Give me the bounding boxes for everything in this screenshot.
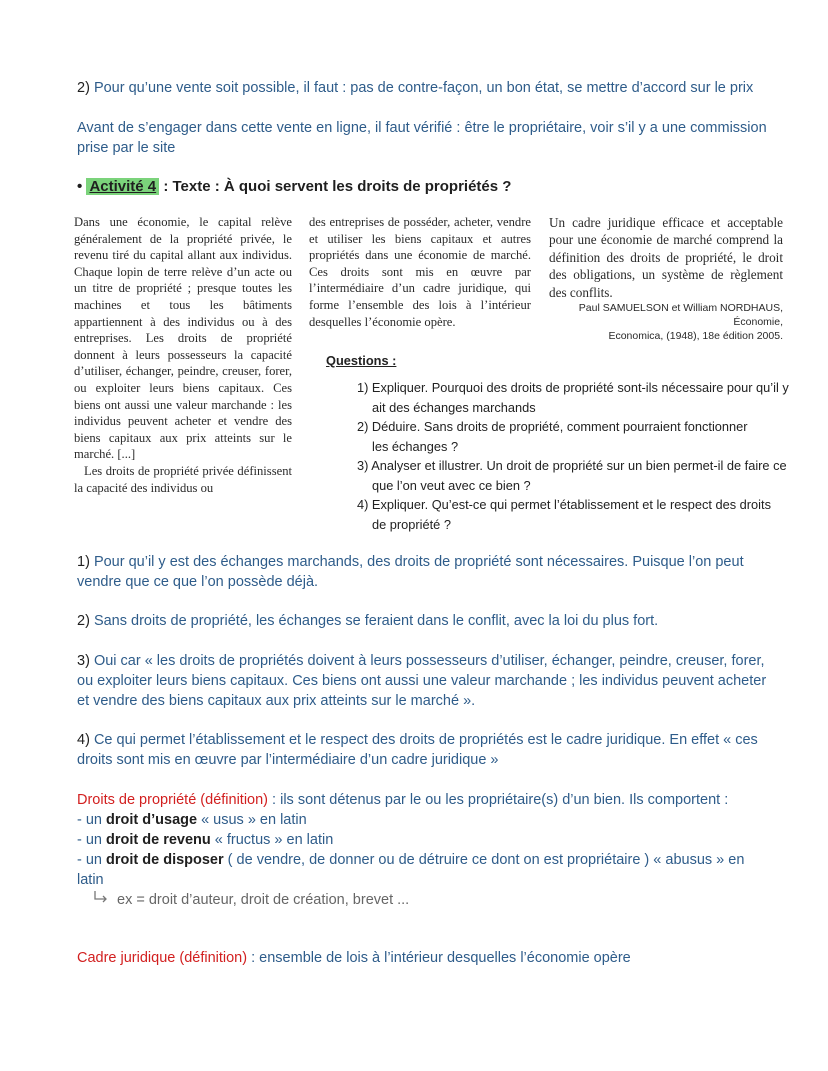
scan-col3-text: Un cadre juridique efficace et acceptable pour une économie de marché comprend la définition des droits de propriété, le droit des obligations, un système de règlement des conflits.	[549, 215, 783, 300]
intro-paragraph	[77, 78, 767, 98]
source-credit-1: Paul SAMUELSON et William NORDHAUS, Économie,	[578, 302, 783, 329]
question-1-line-1: 1) Expliquer. Pourquoi des droits de propriété sont-ils nécessaire pour qu’il y	[357, 380, 789, 395]
question-2	[357, 417, 807, 456]
answer-3-text: Oui car « les droits de propriétés doivent à leurs possesseurs d’utiliser, échanger, peindre, creuser, forer, ou exploiter leurs biens capitaux. Ces biens ont aussi une valeur marchande ; les individus peuvent acheter et vendre des biens capitaux aux prix atteints sur le marché ».	[77, 653, 767, 709]
question-1	[357, 378, 807, 417]
answer-3-number: 3)	[77, 653, 90, 669]
answer-4-number: 4)	[77, 732, 90, 748]
answer-3	[77, 651, 767, 711]
question-2-line-1: 2) Déduire. Sans droits de propriété, comment pourraient fonctionner	[357, 419, 748, 434]
answer-2	[77, 611, 767, 631]
question-1-line-2: ait des échanges marchands	[372, 399, 536, 415]
question-3-line-1: 3) Analyser et illustrer. Un droit de propriété sur un bien permet-il de faire ce	[357, 458, 787, 473]
scan-col1-text: Dans une économie, le capital relève généralement de la propriété privée, le revenu tiré du capital allant aux individus. Chaque lopin de terre relève d’un acte ou un titre de propriété ; presque toutes les machines et tous les bâtiments appartiennent à des individus ou à des entreprises. Les droits de propriété donnent à leurs possesseurs la capacité d’utiliser, échanger, peindre, creuser, forer, ou exploiter leurs biens capitaux. Ces biens ont aussi une valeur marchande : les individus peuvent acheter et vendre des biens capitaux aux prix atteints sur le marché. [...]	[74, 215, 292, 462]
question-3	[357, 456, 807, 495]
questions-title: Questions :	[326, 353, 397, 368]
intro-line-1: Pour qu’une vente soit possible, il faut : pas de contre-façon, un bon état, se mettre d’accord sur le prix	[93, 80, 754, 96]
definition-1-example	[77, 890, 767, 910]
intro-number: 2)	[77, 80, 90, 96]
intro-line-2: Avant de s’engager dans cette vente en ligne, il faut vérifié : être le propriétaire, voir s’il y a une commission prise par le site	[77, 120, 767, 156]
definition-2-text: : ensemble de lois à l’intérieur desquelles l’économie opère	[251, 950, 631, 966]
definition-1-item: - un droit de disposer ( de vendre, de donner ou de détruire ce dont on est propriétaire ) « abusus » en latin	[77, 852, 745, 888]
question-4-line-1: 4) Expliquer. Qu’est-ce qui permet l’établissement et le respect des droits	[357, 497, 771, 512]
activity-title	[77, 178, 511, 195]
answer-2-text: Sans droits de propriété, les échanges se feraient dans le conflit, avec la loi du plus fort.	[93, 613, 659, 629]
scan-column-3	[549, 214, 783, 343]
bullet: •	[77, 178, 83, 195]
answer-4-text: Ce qui permet l’établissement et le respect des droits de propriétés est le cadre juridique. En effet « ces droits sont mis en œuvre par l’intermédiaire d’un cadre juridique »	[77, 732, 758, 768]
question-2-line-2: les échanges ?	[372, 438, 459, 454]
answer-2-number: 2)	[77, 613, 90, 629]
scan-col1-text-b: Les droits de propriété privée définissent la capacité des individus ou	[74, 463, 292, 495]
scan-column-2: des entreprises de posséder, acheter, vendre et utiliser les biens capitaux et autres propriétés dans une économie de marché. Ces droits sont mis en œuvre par l’intermédiaire d’un cadre juridique, qui forme l’ensemble des lois à l’intérieur desquelles l’économie opère.	[309, 215, 531, 329]
example-text: ex = droit d’auteur, droit de création, brevet ...	[117, 892, 410, 908]
definition-1-term: Droits de propriété (définition)	[77, 792, 269, 808]
question-4-line-2: de propriété ?	[372, 516, 451, 532]
source-credit-2: Economica, (1948), 18e édition 2005.	[608, 330, 783, 343]
answer-1-number: 1)	[77, 554, 90, 570]
definition-property-rights	[77, 790, 767, 910]
definition-1-item: - un droit d’usage « usus » en latin	[77, 812, 307, 828]
definition-1-item: - un droit de revenu « fructus » en latin	[77, 832, 334, 848]
answer-1-text: Pour qu’il y est des échanges marchands, des droits de propriété sont nécessaires. Puisque l’on peut vendre que ce que l’on possède déjà.	[77, 554, 744, 590]
activity-heading: : Texte : À quoi servent les droits de propriétés ?	[163, 178, 512, 195]
question-4	[357, 495, 807, 534]
answer-1	[77, 552, 767, 592]
activity-label: Activité 4	[86, 178, 159, 195]
question-3-line-2: que l’on veut avec ce bien ?	[372, 477, 531, 493]
return-arrow-icon	[93, 890, 113, 910]
definition-1-text: : ils sont détenus par le ou les propriétaire(s) d’un bien. Ils comportent :	[272, 792, 729, 808]
answer-4	[77, 730, 767, 770]
scan-column-1	[74, 214, 292, 496]
definition-legal-framework	[77, 948, 767, 968]
definition-2-term: Cadre juridique (définition)	[77, 950, 248, 966]
